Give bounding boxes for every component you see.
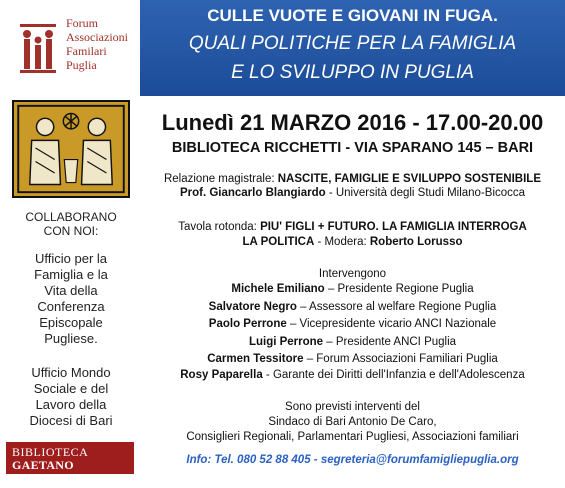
speaker-name: Paolo Perrone bbox=[208, 318, 287, 330]
logo-line: Associazioni bbox=[66, 30, 128, 44]
speaker-line bbox=[140, 317, 565, 331]
previsti-line: Consiglieri Regionali, Parlamentari Pugliesi, Associazioni familiari bbox=[186, 431, 519, 443]
tavola-title: PIU' FIGLI + FUTURO. LA FAMIGLIA INTERROGA bbox=[260, 221, 527, 233]
ufficio-line: Ufficio Mondo bbox=[31, 365, 111, 380]
biblioteca-logo bbox=[6, 442, 134, 487]
ufficio-famiglia bbox=[8, 251, 134, 347]
ufficio-line: Ufficio per la bbox=[34, 251, 107, 266]
collaborano-line: COLLABORANO bbox=[25, 210, 117, 224]
speaker-role: – Forum Associazioni Familiari Puglia bbox=[303, 353, 498, 365]
ufficio-line: Famiglia e la bbox=[34, 267, 108, 282]
speaker-line bbox=[140, 352, 565, 366]
tavola-line bbox=[140, 220, 565, 234]
tavola-title-cont: LA POLITICA bbox=[242, 236, 315, 248]
tavola-label: Tavola rotonda: bbox=[178, 221, 261, 233]
ufficio-line: Episcopale bbox=[39, 315, 103, 330]
intervengono-heading: Intervengono bbox=[318, 268, 387, 280]
previsti-line: Sindaco di Bari Antonio De Caro, bbox=[268, 416, 437, 428]
forum-logo bbox=[8, 6, 134, 82]
speaker-line bbox=[140, 335, 565, 349]
speaker-line bbox=[140, 282, 565, 296]
subtitle-line1: QUALI POLITICHE PER LA FAMIGLIA bbox=[188, 33, 517, 54]
biblioteca-logo-line2: GAETANO RICCHETTI bbox=[12, 458, 84, 487]
logo-line: Familari bbox=[66, 44, 107, 58]
ufficio-line: Lavoro della bbox=[35, 397, 107, 412]
collaborano-heading bbox=[10, 210, 132, 238]
speaker-name: Rosy Paparella bbox=[180, 369, 263, 381]
speaker-name: Salvatore Negro bbox=[208, 301, 297, 313]
event-venue: BIBLIOTECA RICCHETTI - VIA SPARANO 145 – BARI bbox=[171, 140, 534, 156]
relazione-affiliation: - Università degli Studi Milano-Bicocca bbox=[325, 187, 526, 199]
speaker-role: – Presidente ANCI Puglia bbox=[323, 336, 457, 348]
contact-info: Info: Tel. 080 52 88 405 - segreteria@forumfamigliepuglia.org bbox=[186, 454, 519, 466]
forum-logo-text bbox=[66, 16, 128, 72]
tavola-moderator-line bbox=[140, 235, 565, 249]
collaborano-line: CON NOI: bbox=[43, 224, 99, 238]
moderator-label: - Modera: bbox=[314, 236, 370, 248]
mosaic-image bbox=[12, 100, 130, 198]
ufficio-mondo-sociale bbox=[8, 365, 134, 429]
speaker-role: – Assessore al welfare Regione Puglia bbox=[296, 301, 497, 313]
ufficio-line: Conferenza bbox=[37, 299, 105, 314]
previsti-line: Sono previsti interventi del bbox=[285, 401, 420, 413]
relazione-line bbox=[140, 172, 565, 186]
logo-line: Puglia bbox=[66, 58, 97, 72]
ufficio-line: Pugliese. bbox=[44, 331, 98, 346]
relazione-speaker: Prof. Giancarlo Blangiardo bbox=[179, 187, 326, 199]
moderator-name: Roberto Lorusso bbox=[369, 236, 463, 248]
title-banner bbox=[140, 0, 565, 96]
relazione-title: NASCITE, FAMIGLIE E SVILUPPO SOSTENIBILE bbox=[277, 173, 542, 185]
speaker-role: - Garante dei Diritti dell'Infanzia e dell'Adolescenza bbox=[262, 369, 525, 381]
sidebar bbox=[0, 0, 140, 487]
ufficio-line: Diocesi di Bari bbox=[29, 413, 113, 428]
relazione-label: Relazione magistrale: bbox=[163, 173, 278, 185]
speaker-line bbox=[140, 300, 565, 314]
event-date: Lunedì 21 MARZO 2016 - 17.00-20.00 bbox=[161, 110, 544, 135]
headline: CULLE VUOTE E GIOVANI IN FUGA. bbox=[207, 6, 498, 25]
ufficio-line: Vita della bbox=[44, 283, 98, 298]
speaker-line bbox=[140, 368, 565, 382]
speaker-name: Michele Emiliano bbox=[231, 283, 325, 295]
logo-line: Forum bbox=[66, 16, 99, 30]
subtitle-line2: E LO SVILUPPO IN PUGLIA bbox=[231, 62, 474, 83]
ufficio-line: Sociale e del bbox=[33, 381, 109, 396]
relazione-speaker-line bbox=[140, 186, 565, 200]
speaker-role: – Vicepresidente vicario ANCI Nazionale bbox=[286, 318, 497, 330]
biblioteca-logo-line1: BIBLIOTECA bbox=[12, 445, 89, 459]
speaker-name: Carmen Tessitore bbox=[207, 353, 304, 365]
family-figures-icon bbox=[18, 20, 58, 76]
speaker-role: – Presidente Regione Puglia bbox=[324, 283, 474, 295]
speaker-name: Luigi Perrone bbox=[248, 336, 324, 348]
